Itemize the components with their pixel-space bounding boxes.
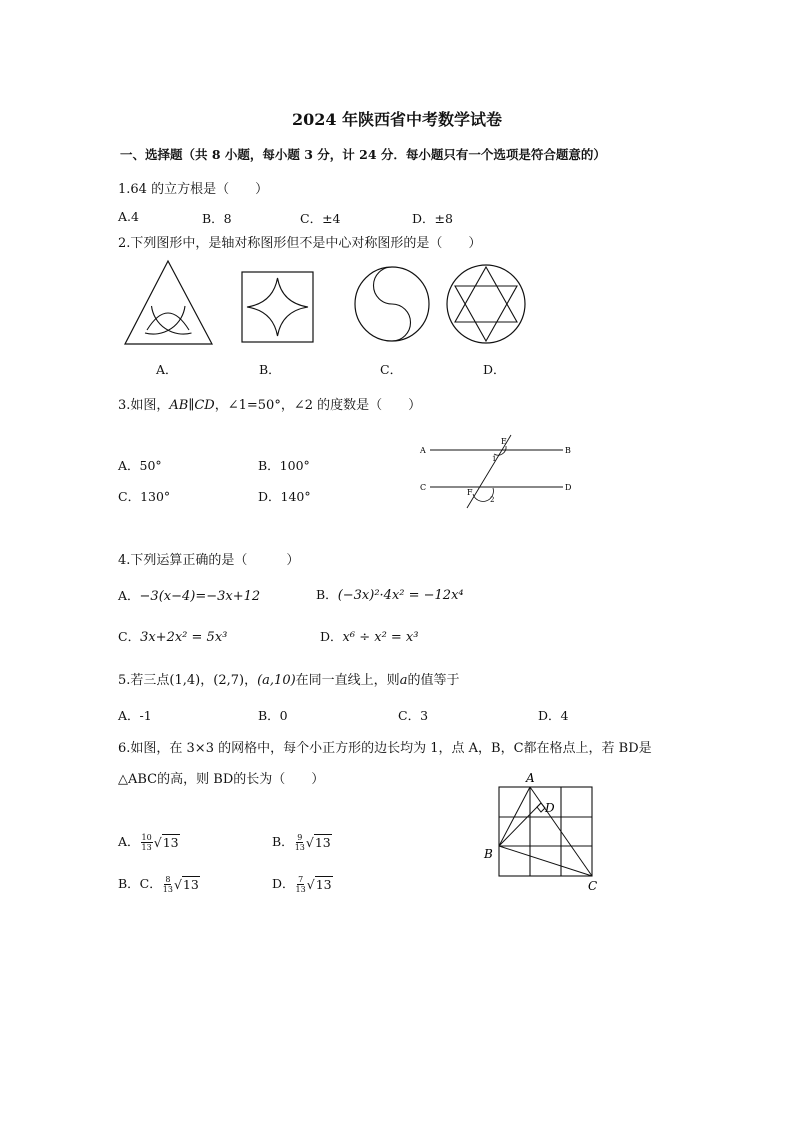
q6-stem-line-2: △ABC的高，则 BD的长为（ ）	[118, 772, 325, 787]
q4-option-d-label: D．	[320, 629, 343, 644]
label-d: D	[545, 801, 555, 815]
q1-option-b[interactable]: B．8	[202, 211, 232, 226]
q4-option-d-expr: x⁶ ÷ x² = x³	[342, 630, 419, 645]
exam-title: 2024 年陕西省中考数学试卷	[291, 110, 503, 129]
angle-2-label: 2	[490, 496, 495, 504]
q4-option-a-label: A．	[118, 588, 140, 603]
q6-option-d-rad: 13	[315, 877, 332, 892]
q5-stem-post: 的值等于	[407, 673, 460, 688]
q2-option-d[interactable]: D．	[483, 362, 506, 377]
q1-option-d[interactable]: D．±8	[412, 211, 453, 226]
q6-option-a[interactable]: A． $\frac{10}{13}$ √13	[118, 833, 179, 852]
q4-option-d[interactable]	[320, 627, 418, 645]
q6-option-b-rad: 13	[314, 835, 331, 850]
q6-option-c-den: 13	[162, 885, 173, 894]
q3-option-a[interactable]: A．50°	[118, 458, 162, 473]
q6-option-a-den: 13	[141, 843, 152, 852]
q6-option-c-rad: 13	[182, 877, 199, 892]
q2-stem: 2.下列图形中，是轴对称图形但不是中心对称图形的是（ ）	[118, 236, 482, 251]
q6-option-c-num: 8	[165, 875, 171, 884]
q4-option-c-expr: 3x+2x² = 5x³	[140, 630, 228, 645]
section-heading: 一、选择题（共 8 小题，每小题 3 分，计 24 分．每小题只有一个选项是符合题意的）	[120, 147, 606, 162]
q4-option-b-label: B．	[316, 587, 338, 602]
q5-point-3: (a,10)	[257, 673, 296, 688]
q6-option-a-label: A．	[118, 834, 140, 849]
q6-option-a-num: 10	[141, 833, 152, 842]
q6-option-d[interactable]: D． $\frac{7}{13}$ √13	[272, 875, 332, 894]
q4-option-a-expr: −3(x−4)=−3x+12	[139, 589, 261, 604]
q2-option-a[interactable]: A．	[156, 362, 178, 377]
q4-option-b[interactable]	[316, 585, 464, 603]
label-e: E	[501, 437, 507, 446]
q2-figure-c	[352, 264, 432, 344]
q6-grid-figure	[480, 768, 604, 892]
label-b: B	[484, 847, 493, 861]
q5-option-c[interactable]: C．3	[398, 708, 429, 723]
q2-option-c[interactable]: C．	[380, 362, 403, 377]
q6-option-b[interactable]: B． $\frac{9}{13}$ √13	[272, 833, 331, 852]
q4-option-a[interactable]	[118, 586, 260, 604]
q6-option-a-rad: 13	[162, 835, 179, 850]
q4-stem: 4.下列运算正确的是（ ）	[118, 553, 300, 568]
q2-option-b[interactable]: B．	[259, 362, 281, 377]
angle-1-label: 1	[492, 455, 497, 463]
q5-option-d[interactable]: D．4	[538, 708, 569, 723]
q6-stem-line-1: 6.如图，在 3×3 的网格中，每个小正方形的边长均为 1，点 A，B，C都在格点上，若 BD是	[118, 741, 652, 756]
q2-figure-b	[240, 270, 316, 344]
q4-option-c[interactable]	[118, 627, 227, 645]
q6-option-d-num: 7	[298, 875, 304, 884]
label-c: C	[420, 483, 427, 492]
q1-stem: 1.64 的立方根是（ ）	[118, 182, 269, 197]
q3-stem-pre: 3.如图，	[118, 398, 170, 413]
q5-option-a[interactable]: A．-1	[118, 708, 152, 723]
q2-figure-a	[120, 258, 220, 350]
q6-option-d-label: D．	[272, 876, 295, 891]
q5-stem-pre: 5.若三点	[118, 673, 170, 688]
label-a: A	[526, 771, 535, 785]
q3-figure	[415, 432, 585, 512]
label-a: A	[420, 446, 426, 455]
q6-option-d-den: 13	[295, 885, 306, 894]
q1-option-a[interactable]: A.4	[118, 209, 139, 224]
q3-option-b[interactable]: B．100°	[258, 458, 310, 473]
q5-point-2: (2,7)	[213, 673, 245, 688]
q3-stem-parallel: AB∥CD	[169, 398, 215, 413]
label-d: D	[565, 483, 572, 492]
q6-option-c-label: B．C．	[118, 876, 162, 891]
q4-option-c-label: C．	[118, 629, 141, 644]
q2-figure-d	[444, 262, 528, 346]
q5-stem-mid: 在同一直线上，则	[295, 673, 400, 688]
q1-option-c[interactable]: C．±4	[300, 211, 341, 226]
q6-option-b-num: 9	[297, 833, 303, 842]
label-c: C	[588, 879, 598, 893]
q6-option-b-den: 13	[294, 843, 305, 852]
q5-var: a	[399, 673, 408, 688]
q5-stem: 5.若三点(1,4)，(2,7)，(a,10)在同一直线上，则a的值等于	[118, 673, 460, 688]
q3-stem-mid: ，∠1=50°，∠2 的度数是（ ）	[214, 398, 422, 413]
q6-option-c[interactable]: B．C． $\frac{8}{13}$ √13	[118, 875, 199, 894]
label-b: B	[565, 446, 571, 455]
q4-option-b-expr: (−3x)²·4x² = −12x⁴	[337, 588, 464, 603]
q3-option-c[interactable]: C．130°	[118, 489, 171, 504]
q3-stem	[118, 394, 421, 413]
q3-option-d[interactable]: D．140°	[258, 489, 311, 504]
label-f: F	[467, 488, 473, 497]
q5-point-1: (1,4)	[169, 673, 201, 688]
q5-option-b[interactable]: B．0	[258, 708, 288, 723]
q6-option-b-label: B．	[272, 834, 294, 849]
